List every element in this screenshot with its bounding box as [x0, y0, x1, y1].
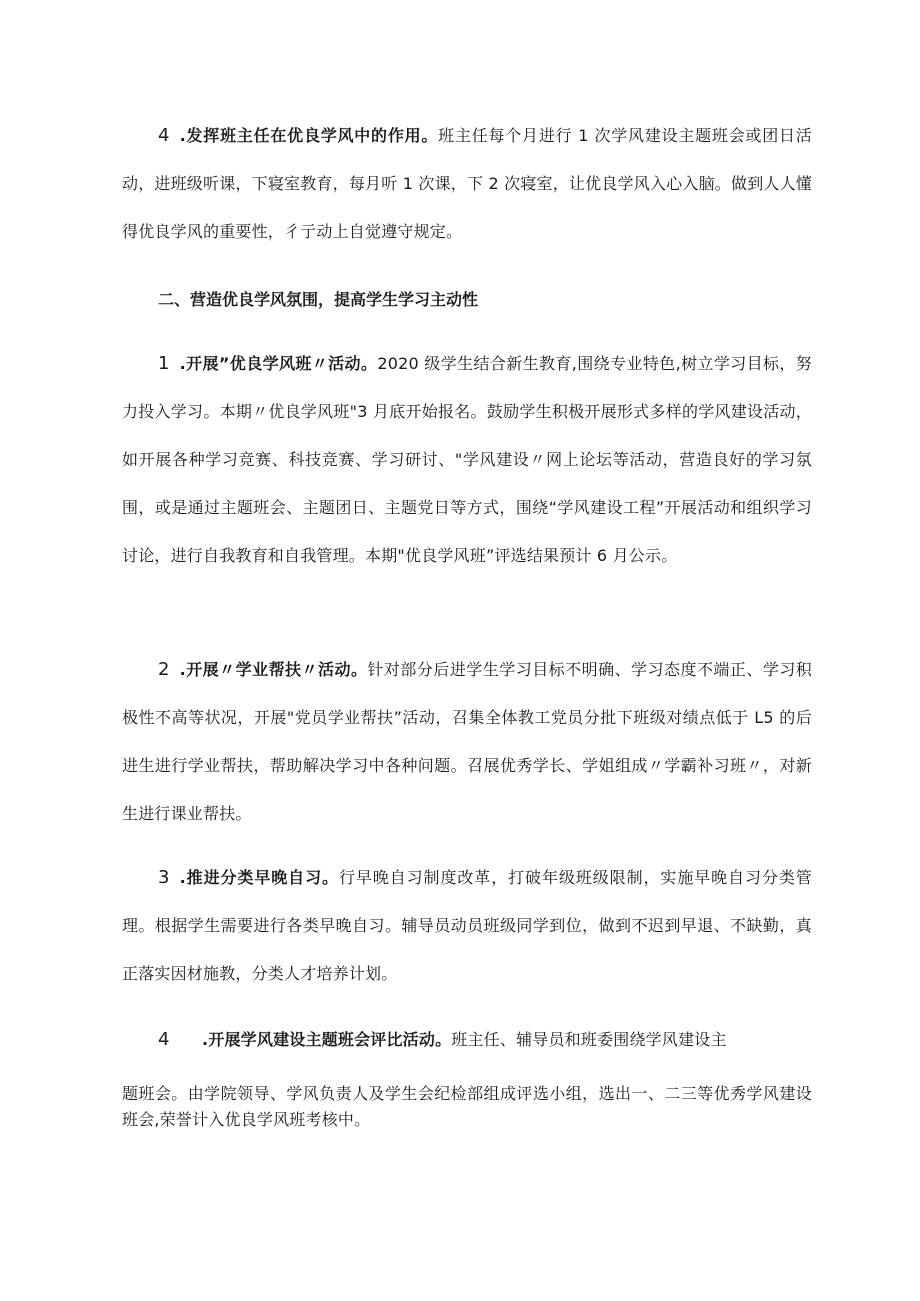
paragraph-title: .开展〃学业帮扶〃活动。: [179, 660, 368, 679]
paragraph-title: .开展学风建设主题班会评比活动。: [202, 1030, 452, 1049]
paragraph-body: 行早晚自习制度改革，打破年级班级限制，实施早晚自习分类管理。根据学生需要进行各类早晚自习。辅导员动员班级同学到位，做到不迟到早退、不缺勤，真正落实因材施教，分类人才培养计划。: [122, 868, 812, 983]
paragraph-body-line1: 班主任、辅导员和班委围绕学风建设主: [451, 1030, 727, 1049]
paragraph-number: 2: [158, 659, 170, 680]
paragraph-body: 针对部分后进学生学习目标不明确、学习态度不端正、学习积极性不高等状况，开展"党员学业帮扶”活动，召集全体教工党员分批下班级对绩点低于 L5 的后进生进行学业帮扶，帮助解决学习中各种问题。召展优秀学长、学姐组成〃学霸补习班〃，对新生进行课业帮扶。: [122, 660, 812, 823]
paragraph-4-class-meeting-head: [122, 1016, 812, 1064]
section-heading-2: 二、营造优良学风氛围，提高学生学习主动性: [158, 290, 479, 309]
paragraph-2-academic-help: [122, 646, 812, 838]
paragraph-number: 3: [158, 867, 170, 888]
paragraph-body: 2020 级学生结合新生教育,围绕专业特色,树立学习目标，努力投入学习。本期〃优良学风班"3 月底开始报名。鼓励学生积极开展形式多样的学风建设活动，如开展各种学习竞赛、科技竞赛、学习研讨、"学风建设〃网上论坛等活动，营造良好的学习氛围，或是通过主题班会、主题团日、主题党日等方式，围绕“学风建设工程”开展活动和组织学习讨论，进行自我教育和自我管理。本期"优良学风班”评选结果预计 6 月公示。: [122, 354, 812, 565]
paragraph-number: 4: [158, 1029, 170, 1050]
paragraph-number: 4: [158, 125, 170, 146]
paragraph-number: 1: [158, 353, 170, 374]
paragraph-title: .开展”优良学风班〃活动。: [179, 354, 378, 373]
paragraph-1-excellent-class: [122, 340, 812, 580]
paragraph-body: 班主任每个月进行 1 次学风建设主题班会或团日活动，进班级听课，下寝室教育，每月听 1 次课，下 2 次寝室，让优良学风入心入脑。做到人人懂得优良学风的重要性，彳亍动上自觉遵守规定。: [122, 126, 813, 241]
paragraph-3-self-study: [122, 854, 812, 998]
paragraph-title: .推进分类早晚自习。: [179, 868, 339, 887]
paragraph-4-class-meeting-rest: 题班会。由学院领导、学风负责人及学生会纪检部组成评选小组，选出一、二三等优秀学风建设班会,荣誉计入优良学风班考核中。: [122, 1084, 812, 1129]
paragraph-4-head-teacher: [122, 112, 812, 256]
paragraph-title: .发挥班主任在优良学风中的作用。: [179, 126, 439, 145]
